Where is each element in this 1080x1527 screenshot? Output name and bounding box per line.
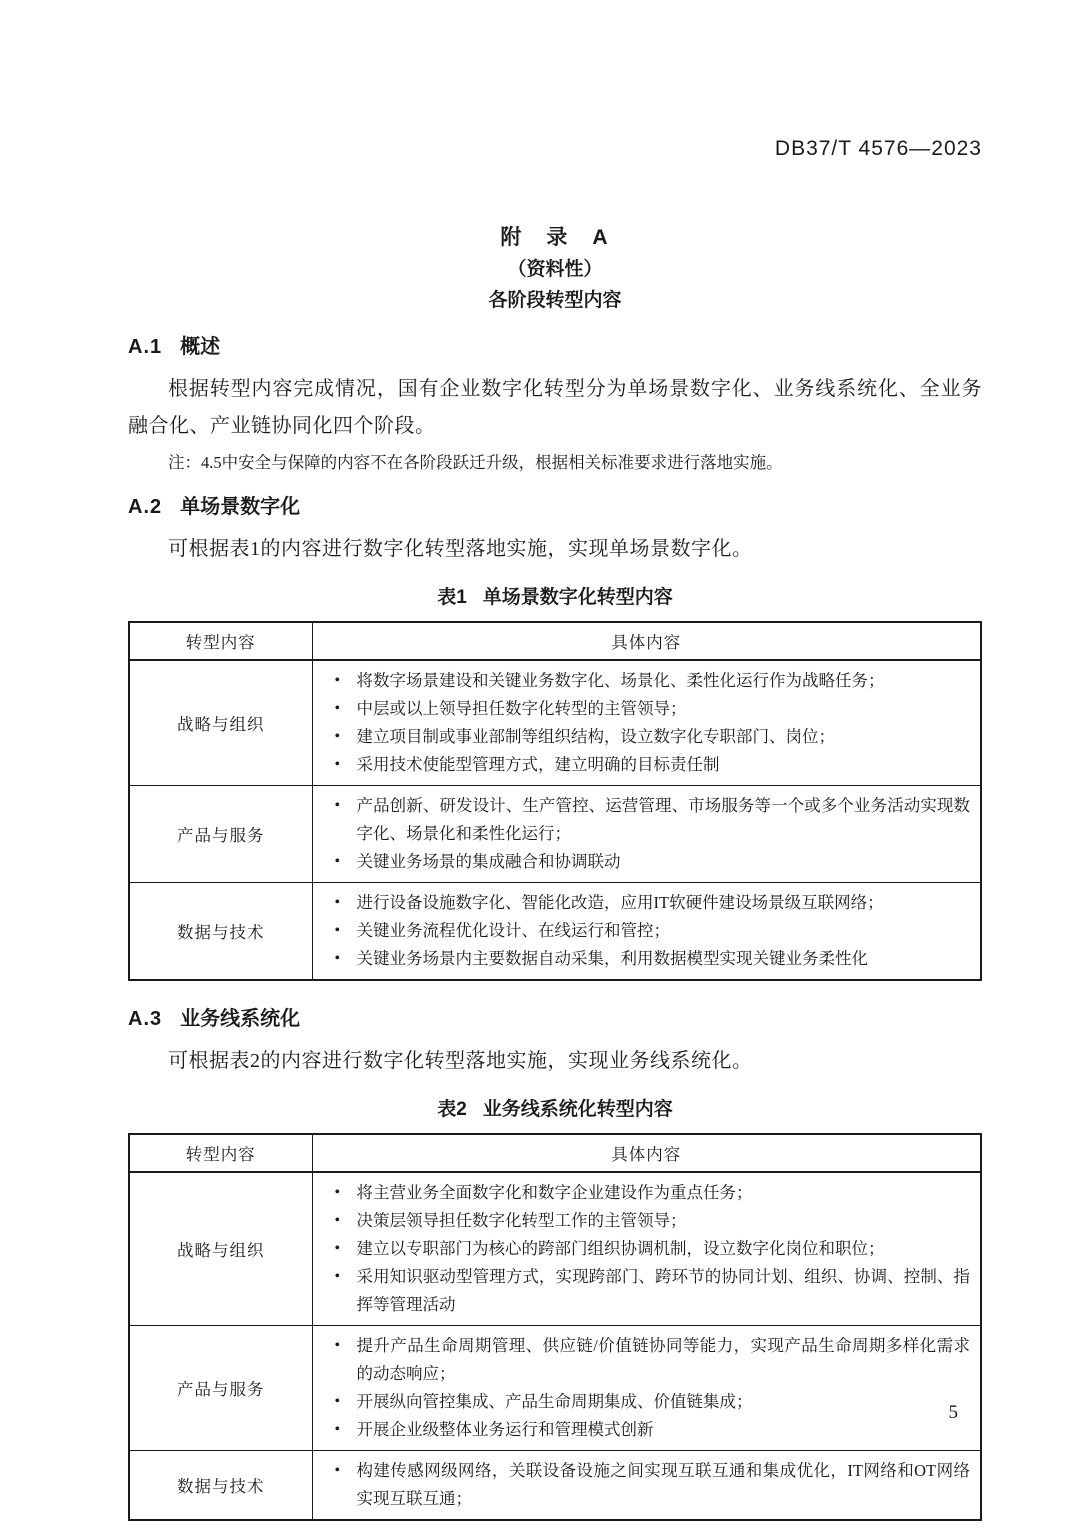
list-item: • 中层或以上领导担任数字化转型的主管领导；: [325, 695, 971, 723]
section-a2-paragraph: 可根据表1的内容进行数字化转型落地实施，实现单场景数字化。: [168, 538, 753, 560]
table2: [128, 1133, 982, 1521]
list-item: • 开展企业级整体业务运行和管理模式创新: [325, 1416, 971, 1444]
table-row: [129, 1172, 981, 1326]
appendix-title-block: [128, 222, 982, 316]
table2-row1-items: [312, 1172, 981, 1326]
table1-row2-items: [312, 786, 981, 883]
table2-row2-category: 产品与服务: [129, 1326, 312, 1451]
section-number-a2: A.2: [128, 496, 163, 518]
list-item: • 关键业务场景的集成融合和协调联动: [325, 848, 971, 876]
section-number-a1: A.1: [128, 336, 163, 358]
list-item: • 进行设备设施数字化、智能化改造，应用IT软硬件建设场景级互联网络；: [325, 889, 971, 917]
doc-code-header: [128, 0, 982, 162]
table1-col1-header: 转型内容: [129, 622, 312, 660]
list-item: • 关键业务场景内主要数据自动采集，利用数据模型实现关键业务柔性化: [325, 945, 971, 973]
table2-caption: [128, 1096, 982, 1123]
section-a1-note: 注：4.5中安全与保障的内容不在各阶段跃迁升级，根据相关标准要求进行落地实施。: [168, 453, 783, 472]
section-title-a1: 概述: [180, 336, 221, 358]
section-a3-paragraph: 可根据表2的内容进行数字化转型落地实施，实现业务线系统化。: [168, 1050, 753, 1072]
section-heading-a1: [128, 333, 982, 361]
list-item: • 决策层领导担任数字化转型工作的主管领导；: [325, 1207, 971, 1235]
section-heading-a3: [128, 1005, 982, 1033]
table-row: [129, 786, 981, 883]
table1-row1-category: 战略与组织: [129, 660, 312, 786]
table1-caption-label: 表1: [437, 587, 467, 608]
list-item: • 提升产品生命周期管理、供应链/价值链协同等能力，实现产品生命周期多样化需求的动态响应；: [325, 1332, 971, 1388]
section-heading-a2: [128, 493, 982, 521]
table2-col1-header: 转型内容: [129, 1134, 312, 1172]
table1: [128, 621, 982, 981]
appendix-title-line3: 各阶段转型内容: [488, 290, 622, 311]
table1-header-row: [129, 622, 981, 660]
table1-row1-items: [312, 660, 981, 786]
table-row: [129, 660, 981, 786]
section-a1-paragraph: 根据转型内容完成情况，国有企业数字化转型分为单场景数字化、业务线系统化、全业务融合化、产业链协同化四个阶段。: [128, 378, 982, 437]
table1-caption: [128, 584, 982, 611]
table2-row3-items: [312, 1451, 981, 1521]
table1-caption-title: 单场景数字化转型内容: [482, 587, 673, 608]
section-title-a2: 单场景数字化: [180, 496, 301, 518]
table1-col2-header: 具体内容: [312, 622, 981, 660]
table1-row2-category: 产品与服务: [129, 786, 312, 883]
list-item: • 建立以专职部门为核心的跨部门组织协调机制，设立数字化岗位和职位；: [325, 1235, 971, 1263]
list-item: • 开展纵向管控集成、产品生命周期集成、价值链集成；: [325, 1388, 971, 1416]
table2-row1-category: 战略与组织: [129, 1172, 312, 1326]
table-row: [129, 1451, 981, 1521]
table2-row3-category: 数据与技术: [129, 1451, 312, 1521]
page-number: 5: [948, 1402, 958, 1423]
list-item: • 将主营业务全面数字化和数字企业建设作为重点任务；: [325, 1179, 971, 1207]
appendix-title-line2: （资料性）: [507, 259, 603, 280]
list-item: • 将数字场景建设和关键业务数字化、场景化、柔性化运行作为战略任务；: [325, 667, 971, 695]
table-row: [129, 883, 981, 981]
table2-caption-label: 表2: [437, 1099, 467, 1120]
table2-row2-items: [312, 1326, 981, 1451]
list-item: • 采用知识驱动型管理方式，实现跨部门、跨环节的协同计划、组织、协调、控制、指挥等管理活动: [325, 1263, 971, 1319]
section-number-a3: A.3: [128, 1008, 163, 1030]
list-item: • 产品创新、研发设计、生产管控、运营管理、市场服务等一个或多个业务活动实现数字化、场景化和柔性化运行；: [325, 792, 971, 848]
table2-header-row: [129, 1134, 981, 1172]
table1-row3-items: [312, 883, 981, 981]
section-title-a3: 业务线系统化: [180, 1008, 301, 1030]
appendix-title-line1: 附 录 A: [500, 226, 610, 249]
doc-code: DB37/T 4576—2023: [774, 137, 982, 160]
list-item: • 采用技术使能型管理方式，建立明确的目标责任制: [325, 751, 971, 779]
list-item: • 关键业务流程优化设计、在线运行和管控；: [325, 917, 971, 945]
table2-caption-title: 业务线系统化转型内容: [482, 1099, 673, 1120]
table2-col2-header: 具体内容: [312, 1134, 981, 1172]
list-item: • 构建传感网级网络，关联设备设施之间实现互联互通和集成优化，IT网络和OT网络实现互联互通；: [325, 1457, 971, 1513]
table-row: [129, 1326, 981, 1451]
table1-row3-category: 数据与技术: [129, 883, 312, 981]
list-item: • 建立项目制或事业部制等组织结构，设立数字化专职部门、岗位；: [325, 723, 971, 751]
